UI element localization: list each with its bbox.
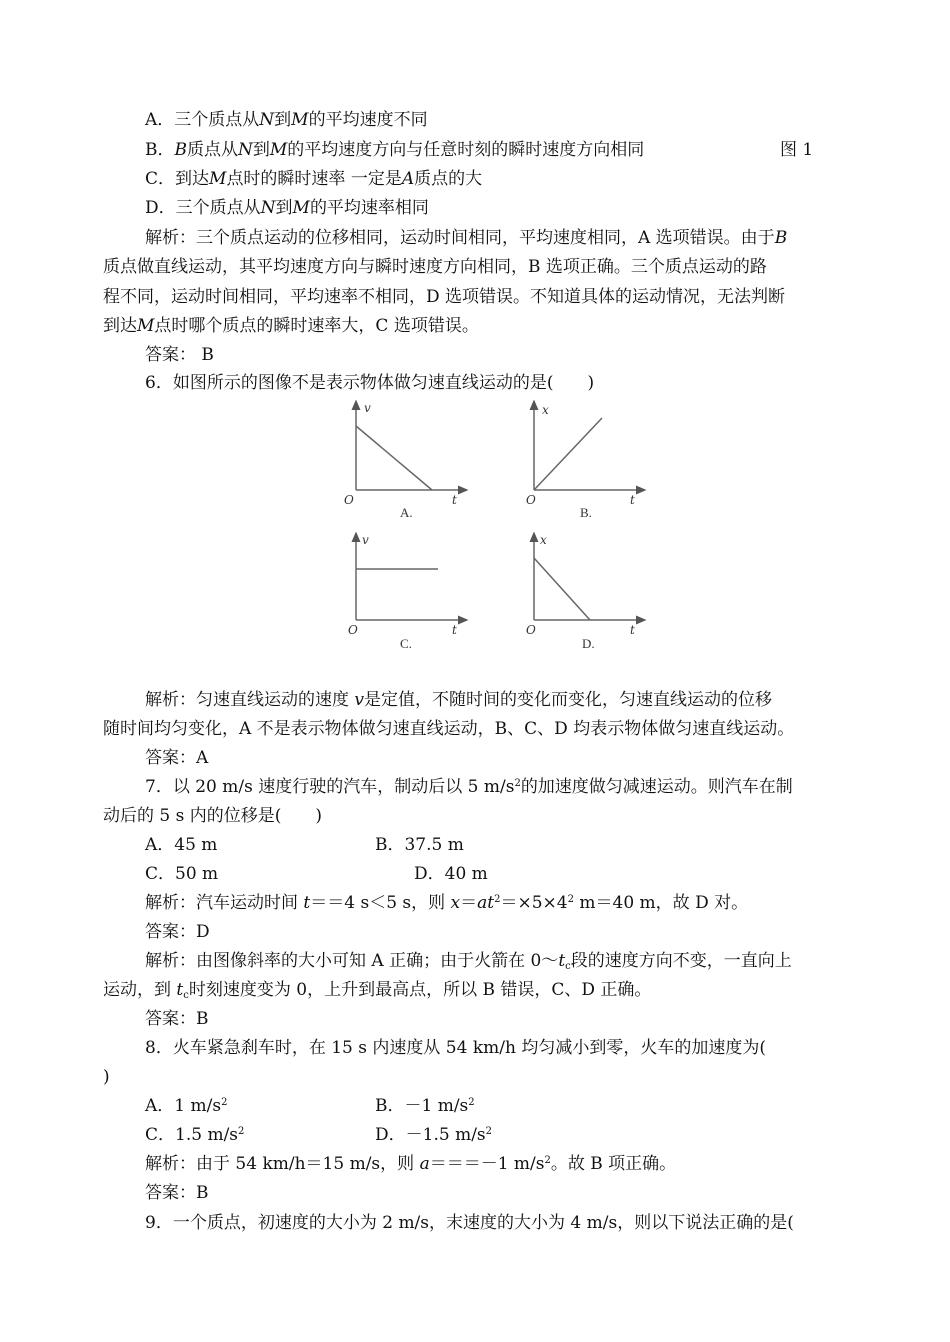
q6-analysis-line-2: 随时间均匀变化，A 不是表示物体做匀速直线运动，B、C、D 均表示物体做匀速直线运动。 xyxy=(103,719,795,739)
graph-c-caption: C. xyxy=(400,636,412,651)
q7-analysis2-line-2: 运动，到 $t_c$时刻速度变为 0，上升到最高点，所以 B 错误，C、D 正确。 xyxy=(103,980,652,1001)
graph-b xyxy=(520,400,648,522)
graph-c-xlabel: t xyxy=(452,623,457,637)
q8-stem-line-2: ) xyxy=(103,1067,110,1087)
q5-analysis-line-2: 质点做直线运动，其平均速度方向与瞬时速度方向相同，B 选项正确。三个质点运动的路 xyxy=(103,257,767,277)
q7-stem-line-1: 7．以 20 m/s 速度行驶的汽车，制动后以 5 $m/s^2$的加速度做匀减速运动。则汽车在制 xyxy=(145,777,793,797)
q5-option-c: C．到达M点时的瞬时速率 一定是A质点的大 xyxy=(145,169,483,189)
q5-option-d: D．三个质点从N到M的平均速率相同 xyxy=(145,198,429,218)
q7-analysis: 解析：汽车运动时间 t＝＝4 s＜5 s，则 $x=at^2=\times 5\times 4^2$ m＝40 m，故 D 对。 xyxy=(145,893,749,913)
q8-option-b: B．－1 $m/s^2$ xyxy=(375,1096,475,1116)
q7-answer-2: 答案：B xyxy=(145,1009,209,1029)
q5-answer: 答案： B xyxy=(145,345,214,365)
q5-option-a: A．三个质点从N到M的平均速度不同 xyxy=(145,110,428,130)
graph-b-line xyxy=(534,418,602,490)
q8-answer: 答案：B xyxy=(145,1183,209,1203)
graph-a xyxy=(342,400,470,522)
q6-stem: 6．如图所示的图像不是表示物体做匀速直线运动的是( ) xyxy=(145,373,595,393)
q8-stem-line-1: 8．火车紧急刹车时，在 15 s 内速度从 54 km/h 均匀减小到零，火车的加速度为( xyxy=(145,1038,766,1058)
q8-option-a: A．1 $m/s^2$ xyxy=(145,1096,228,1116)
q8-option-c: C．1.5 $m/s^2$ xyxy=(145,1125,245,1145)
graph-c-ylabel: v xyxy=(362,533,369,547)
graph-d xyxy=(520,532,648,654)
graph-b-ylabel: x xyxy=(542,403,549,417)
q8-analysis: 解析：由于 54 km/h＝15 m/s，则 a＝＝＝－1 $m/s^2$。故 B 项正确。 xyxy=(145,1154,677,1174)
q7-option-c: C．50 m xyxy=(145,864,219,884)
q7-analysis2-line-1: 解析：由图像斜率的大小可知 A 正确；由于火箭在 $0\sim t_c$段的速度方向不变，一直向上 xyxy=(145,951,792,972)
q7-stem-line-2: 动后的 5 s 内的位移是( ) xyxy=(103,806,323,826)
q5-analysis-line-4: 到达M点时哪个质点的瞬时速率大，C 选项错误。 xyxy=(103,316,479,336)
graph-b-caption: B. xyxy=(580,505,592,520)
q7-option-a: A．45 m xyxy=(145,835,218,855)
q7-answer: 答案：D xyxy=(145,922,210,942)
graph-d-origin: O xyxy=(526,623,536,637)
graph-a-caption: A. xyxy=(400,505,413,520)
graph-c-origin: O xyxy=(348,623,358,637)
figure-label: 图 1 xyxy=(780,140,814,160)
graph-d-caption: D. xyxy=(582,636,595,651)
q5-analysis-line-3: 程不同，运动时间相同，平均速率不相同，D 选项错误。不知道具体的运动情况，无法判断 xyxy=(103,287,786,307)
graph-a-line xyxy=(356,426,432,490)
q8-option-d: D．－1.5 $m/s^2$ xyxy=(375,1125,493,1145)
graph-d-xlabel: t xyxy=(630,623,635,637)
graph-a-ylabel: v xyxy=(364,401,371,415)
graph-a-origin: O xyxy=(344,493,354,507)
q9-stem: 9．一个质点，初速度的大小为 2 m/s，末速度的大小为 4 m/s，则以下说法正确的是( xyxy=(145,1213,794,1233)
graph-b-origin: O xyxy=(526,493,536,507)
q5-analysis-line-1: 解析：三个质点运动的位移相同，运动时间相同，平均速度相同，A 选项错误。由于B xyxy=(145,228,788,248)
q7-option-d: D．40 m xyxy=(414,864,488,884)
graph-a-xlabel: t xyxy=(452,493,457,507)
q6-answer: 答案：A xyxy=(145,748,209,768)
graph-d-line xyxy=(534,558,590,620)
q5-option-b: B．B质点从N到M的平均速度方向与任意时刻的瞬时速度方向相同 xyxy=(145,140,645,160)
graph-d-ylabel: x xyxy=(540,533,547,547)
q7-option-b: B．37.5 m xyxy=(375,835,464,855)
graph-c xyxy=(342,532,470,654)
q6-analysis-line-1: 解析：匀速直线运动的速度 v是定值，不随时间的变化而变化，匀速直线运动的位移 xyxy=(145,690,773,710)
graph-b-xlabel: t xyxy=(630,493,635,507)
